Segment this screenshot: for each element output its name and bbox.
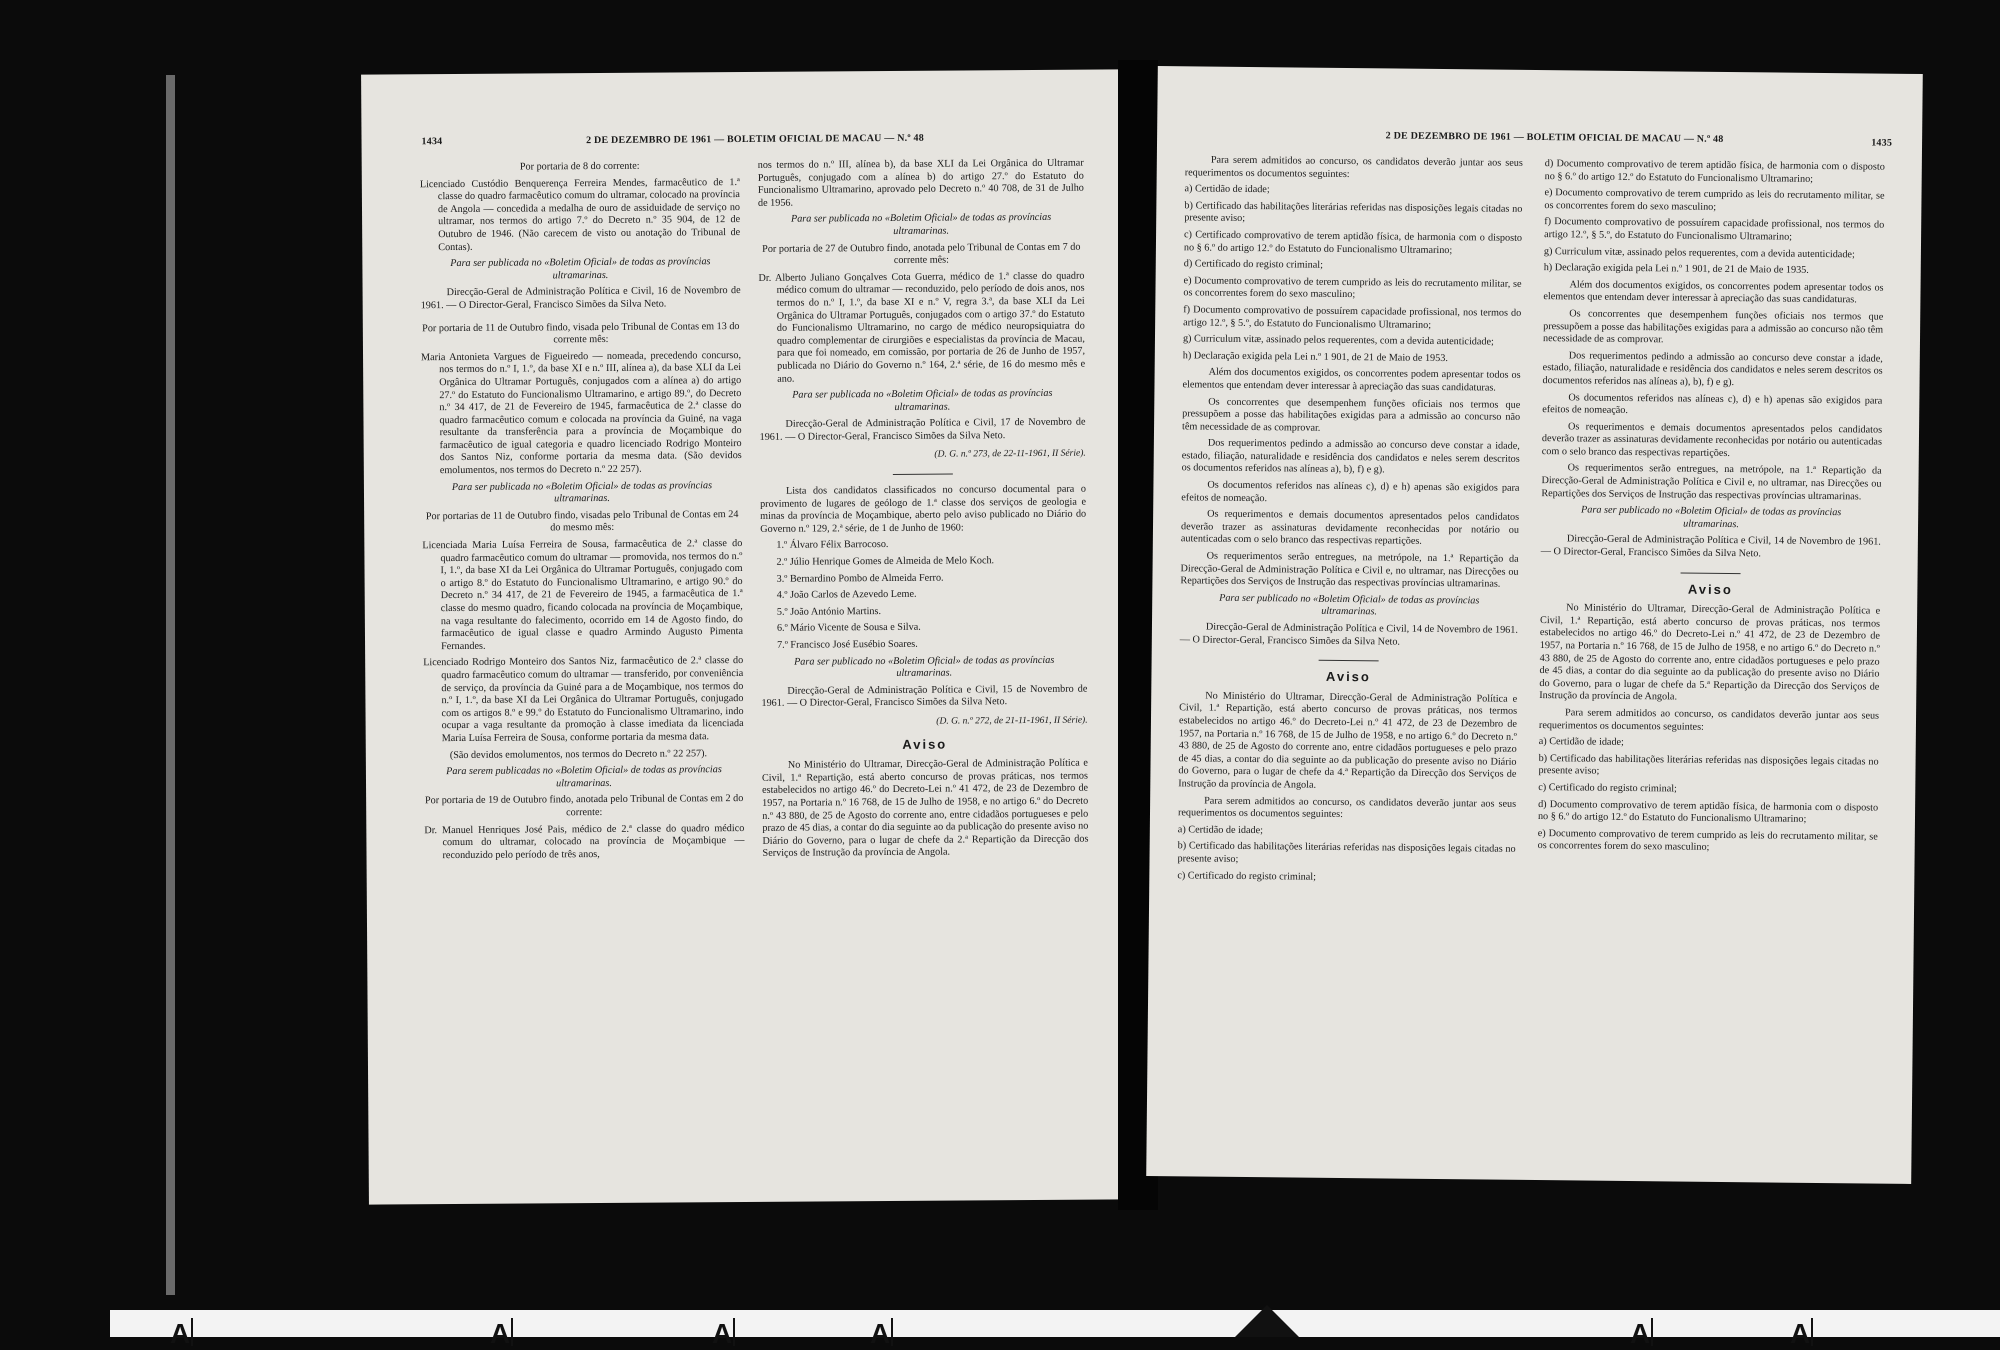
- document-requirement-item: c) Certificado comprovativo de terem aptidão física, de harmonia com o disposto no § 6.º do artigo 12.º do Estatuto do Funcionalismo Ultramarino;: [1183, 229, 1523, 256]
- appointment-entry: Licenciada Maria Luísa Ferreira de Sousa, farmacêutica de 2.ª classe do quadro farmacêutico comum do ultramar — promovida, nos termos do n.º I, 1.º, da base XI da Lei Orgânica do Ultramar Português, conjugado com o artigo 8.º do Estatuto do Funcionalismo Ultramarino, e artigo 90.º do Decreto n.º 34 417, de 21 de Fevereiro de 1945, a farmacêutica de 1.ª classe do mesmo quadro, ficando colocada na província de Moçambique, na vaga resultante do falecimento, ocorrido em 14 de Agosto findo, do farmacêutico de igual classe e quadro Armindo Augusto Pimenta Fernandes.: [422, 538, 744, 652]
- left-page-number: 1434: [421, 136, 443, 148]
- document-requirement-item: e) Documento comprovativo de terem cumprido as leis do recrutamento militar, se os concorrentes forem do sexo masculino;: [1183, 275, 1522, 301]
- paragraph: Para serem admitidos ao concurso, os candidatos deverão juntar aos seus requerimentos os documentos seguintes:: [1184, 154, 1523, 180]
- aviso-heading: Aviso: [1687, 581, 1733, 597]
- paragraph: Os requerimentos serão entregues, na metrópole, na 1.ª Repartição da Direcção-Geral de Administração Política e Civil e, no ultramar, nas Direcções ou Repartições dos Serviços de Instrução das respectivas províncias ultramarinas.: [1180, 550, 1519, 590]
- film-mark-4: A: [870, 1318, 894, 1350]
- paragraph: Além dos documentos exigidos, os concorrentes podem apresentar todos os elementos que entendam dever interessar à apreciação das suas candidaturas.: [1182, 366, 1521, 394]
- document-requirement-item: d) Documento comprovativo de terem aptidão física, de harmonia com o disposto no § 6.º do artigo 12.º do Estatuto do Funcionalismo Ultramarino;: [1537, 798, 1879, 825]
- film-triangle-marker: [1235, 1305, 1299, 1337]
- paragraph: No Ministério do Ultramar, Direcção-Geral de Administração Política e Civil, 1.ª Repartição, está aberto concurso de provas práticas, nos termos estabelecidos no artigo 46.º do Decreto-Lei n.º 41 472, de 23 de Dezembro de 1957, na Portaria n.º 16 768, de 15 de Julho de 1958, e no artigo 6.º do Decreto n.º 43 880, de 25 de Agosto do corrente ano, entre cidadãos portugueses e pelo prazo de 45 dias, a contar do dia seguinte ao da publicação do presente aviso no Diário do Governo, para o lugar de chefe da 2.ª Repartição da Direcção dos Serviços de Instrução da província de Angola.: [761, 757, 1089, 860]
- paragraph: Além dos documentos exigidos, os concorrentes podem apresentar todos os elementos que entendam dever interessar à apreciação das suas candidaturas.: [1543, 279, 1884, 306]
- film-strip: [110, 1310, 2000, 1337]
- document-requirement-item: b) Certificado das habilitações literárias referidas nas disposições legais citadas no presente aviso;: [1538, 752, 1879, 778]
- candidate-list-item: 4.º João Carlos de Azevedo Leme.: [776, 589, 917, 601]
- document-requirement-item: a) Certidão de idade;: [1184, 183, 1270, 196]
- document-requirement-item: d) Certificado do registo criminal;: [1183, 258, 1324, 271]
- portaria-heading: Por portaria de 27 de Outubro findo, anotada pelo Tribunal de Contas em 7 do corrente mês:: [762, 241, 1081, 267]
- appointment-entry: Dr. Manuel Henriques José Pais, médico de 2.ª classe do quadro médico comum do ultramar, colocado na província de Moçambique — reconduzido pelo período de três anos,: [424, 822, 745, 861]
- appointment-entry: Dr. Alberto Juliano Gonçalves Cota Guerra, médico de 1.ª classe do quadro médico comum do ultramar — reconduzido, pelo período de dois anos, nos termos do n.º I, 1.º, da base XI e n.º V, regra 3.ª, da base XLI da Lei Orgânica do Ultramar Português, conjugados com o artigo 37.º do Estatuto do Funcionalismo Ultramarino, no cargo de médico neuropsiquiatra do quadro complementar de cirurgiões e especialistas da província de Macau, para que foi nomeado, em comissão, por portaria de 26 de Junho de 1957, publicada no Diário do Governo n.º 164, 2.ª série, de 16 do mesmo mês e ano.: [758, 270, 1086, 385]
- document-requirement-item: a) Certidão de idade;: [1177, 823, 1264, 836]
- film-mark-3: A: [712, 1318, 736, 1350]
- paragraph: No Ministério do Ultramar, Direcção-Geral de Administração Política e Civil, 1.ª Repartição, está aberto concurso de provas práticas, nos termos estabelecidos no artigo 46.º do Decreto-Lei n.º 41 472, de 23 de Dezembro de 1957, na Portaria n.º 16 768, de 15 de Julho de 1958, e no artigo 6.º do Decreto n.º 43 880, de 25 de Agosto do corrente ano, entre cidadãos portugueses e pelo prazo de 45 dias, a contar do dia seguinte ao da publicação do presente aviso no Diário do Governo, para o lugar de chefe da 5.ª Repartição da Direcção dos Serviços de Instrução da província de Angola.: [1539, 602, 1881, 703]
- aviso-heading: Aviso: [902, 736, 948, 752]
- paragraph: Os requerimentos serão entregues, na metrópole, na 1.ª Repartição da Direcção-Geral de Administração Política e Civil e, no ultramar, nas Direcções ou Repartições dos Serviços de Instrução das respectivas províncias ultramarinas.: [1541, 462, 1882, 503]
- paragraph: nos termos do n.º III, alínea b), da base XLI da Lei Orgânica do Ultramar Português, conjugado com a alínea b) do artigo 27.º do Estatuto do Funcionalismo Ultramarino, aprovado pelo Decreto n.º 40 708, de 31 de Julho de 1956.: [757, 157, 1084, 209]
- right-header-title: 2 DE DEZEMBRO DE 1961 — BOLETIM OFICIAL DE MACAU — N.º 48: [1385, 130, 1724, 145]
- section-rule: [1319, 660, 1379, 662]
- document-requirement-item: e) Documento comprovativo de terem cumprido as leis do recrutamento militar, se os concorrentes forem do sexo masculino;: [1537, 827, 1878, 854]
- document-requirement-item: c) Certificado do registo criminal;: [1538, 781, 1677, 795]
- document-requirement-item: h) Declaração exigida pela Lei n.º 1 901, de 21 de Maio de 1953.: [1182, 350, 1448, 364]
- section-rule: [1681, 572, 1741, 574]
- paragraph: Direcção-Geral de Administração Política e Civil, 15 de Novembro de 1961. — O Director-Geral, Francisco Simões da Silva Neto.: [761, 683, 1088, 710]
- document-requirement-item: h) Declaração exigida pela Lei n.º 1 901, de 21 de Maio de 1935.: [1543, 262, 1809, 277]
- dg-reference: (D. G. n.º 272, de 21-11-1961, II Série).: [936, 715, 1088, 727]
- paragraph: Direcção-Geral de Administração Política e Civil, 16 de Novembro de 1961. — O Director-Geral, Francisco Simões da Silva Neto.: [420, 285, 741, 312]
- candidate-list-item: 2.º Júlio Henrique Gomes de Almeida de Melo Koch.: [776, 555, 995, 568]
- document-requirement-item: c) Certificado do registo criminal;: [1177, 869, 1317, 883]
- appointment-entry: Licenciado Rodrigo Monteiro dos Santos Niz, farmacêutico de 2.ª classe do quadro farmacêutico comum do ultramar — transferido, por conveniência de serviço, da província da Guiné para a de Moçambique, nos termos do n.º I, 1.º, da base XI da Lei Orgânica do Ultramar Português, conjugado com os artigos 8.º e 99.º do Estatuto do Funcionalismo Ultramarino, indo ocupar a vaga resultante da promoção à classe imediata da licenciada Maria Luísa Ferreira de Sousa, conforme portaria da mesma data.: [423, 655, 744, 745]
- paragraph: Dos requerimentos pedindo a admissão ao concurso deve constar a idade, estado, filiação, naturalidade e residência dos candidatos e neles serem descritos os documentos referidos nas alíneas a), b), f) e g).: [1542, 350, 1883, 388]
- right-column-2: [1538, 158, 1885, 860]
- paragraph: Os concorrentes que desempenhem funções oficiais nos termos que pressupõem a posse das habilitações exigidas para a admissão ao concurso não têm necessidade de as comprovar.: [1542, 308, 1884, 346]
- film-mark-6: A: [1790, 1318, 1814, 1350]
- portaria-heading: Por portarias de 11 de Outubro findo, visadas pelo Tribunal de Contas em 24 do mesmo mês:: [425, 508, 739, 534]
- aviso-heading: Aviso: [1325, 669, 1371, 685]
- publication-note: Para ser publicado no «Boletim Oficial» de todas as províncias ultramarinas.: [794, 654, 1055, 680]
- candidate-list-item: 3.º Bernardino Pombo de Almeida Ferro.: [776, 572, 944, 585]
- portaria-heading: Por portaria de 19 de Outubro findo, anotada pelo Tribunal de Contas em 2 do corrente:: [424, 793, 744, 819]
- candidate-list-item: 1.º Álvaro Félix Barrocoso.: [776, 539, 889, 552]
- paragraph: Direcção-Geral de Administração Política e Civil, 14 de Novembro de 1961. — O Director-Geral, Francisco Simões da Silva Neto.: [1179, 621, 1519, 648]
- left-running-head: [421, 132, 1088, 151]
- paragraph: Lista dos candidatos classificados no concurso documental para o provimento de lugares de geólogo de 1.ª classe dos serviços de geologia e minas da província de Moçambique, aberto pelo aviso publicado no Diário do Governo n.º 129, 2.ª série, de 1 de Junho de 1960:: [760, 483, 1087, 535]
- paragraph: Os requerimentos e demais documentos apresentados pelos candidatos deverão trazer as assinaturas devidamente reconhecidas por notário ou autenticadas com o selo branco das respectivas repartições.: [1541, 421, 1883, 459]
- portaria-heading: Por portaria de 8 do corrente:: [519, 160, 640, 173]
- publication-note: Para ser publicado no «Boletim Oficial» de todas as províncias ultramarinas.: [1581, 504, 1842, 530]
- publication-note: Para ser publicada no «Boletim Oficial» de todas as províncias ultramarinas.: [792, 387, 1053, 413]
- right-column-1: [1177, 154, 1523, 890]
- right-page-number: 1435: [1871, 137, 1893, 149]
- film-mark-1: A: [170, 1318, 194, 1350]
- publication-note: Para ser publicado no «Boletim Oficial» de todas as províncias ultramarinas.: [1219, 592, 1480, 618]
- candidate-list-item: 5.º João António Martins.: [776, 605, 882, 618]
- publication-note: Para ser publicada no «Boletim Oficial» de todas as províncias ultramarinas.: [451, 479, 713, 505]
- paragraph: (São devidos emolumentos, nos termos do Decreto n.º 22 257).: [449, 747, 708, 761]
- paragraph: Os requerimentos e demais documentos apresentados pelos candidatos deverão trazer as assinaturas devidamente reconhecidas por notário ou autenticadas com o selo branco das respectivas repartições.: [1180, 508, 1520, 548]
- dg-reference: (D. G. n.º 273, de 22-11-1961, II Série).: [934, 449, 1086, 461]
- document-requirement-item: a) Certidão de idade;: [1538, 736, 1624, 749]
- document-requirement-item: b) Certificado das habilitações literárias referidas nas disposições legais citadas no presente aviso;: [1184, 200, 1523, 225]
- paragraph: Direcção-Geral de Administração Política e Civil, 14 de Novembro de 1961. — O Director-Geral, Francisco Simões da Silva Neto.: [1540, 533, 1881, 560]
- document-requirement-item: g) Curriculum vitæ, assinado pelos requerentes, com a devida autenticidade;: [1543, 245, 1855, 260]
- film-mark-5: A: [1630, 1318, 1654, 1350]
- left-column-2: [758, 158, 1089, 865]
- left-page: [361, 69, 1126, 1204]
- paragraph: Dos requerimentos pedindo a admissão ao concurso deve constar a idade, estado, filiação, naturalidade e residência dos candidatos e neles serem descritos os documentos referidos nas alíneas a), b), f) e g).: [1181, 437, 1520, 476]
- document-requirement-item: g) Curriculum vitæ, assinado pelos requerentes, com a devida autenticidade;: [1182, 333, 1494, 348]
- paragraph: Direcção-Geral de Administração Política e Civil, 17 de Novembro de 1961. — O Director-Geral, Francisco Simões da Silva Neto.: [759, 416, 1086, 443]
- portaria-heading: Por portaria de 11 de Outubro findo, visada pelo Tribunal de Contas em 13 do corrente mês:: [422, 320, 740, 346]
- publication-note: Para serem publicadas no «Boletim Oficial» de todas as províncias ultramarinas.: [446, 764, 722, 790]
- candidate-list-item: 6.º Mário Vicente de Sousa e Silva.: [776, 622, 921, 635]
- document-requirement-item: f) Documento comprovativo de possuírem capacidade profissional, nos termos do artigo 12.º, § 5.º, do Estatuto do Funcionalismo Ultramarino;: [1183, 304, 1522, 331]
- document-requirement-item: d) Documento comprovativo de terem aptidão física, de harmonia com o disposto no § 6.º do artigo 12.º do Estatuto do Funcionalismo Ultramarino;: [1544, 158, 1885, 185]
- section-rule: [893, 474, 953, 475]
- paragraph: Para serem admitidos ao concurso, os candidatos deverão juntar aos seus requerimentos os documentos seguintes:: [1538, 707, 1880, 733]
- right-running-head: [1217, 129, 1892, 150]
- publication-note: Para ser publicada no «Boletim Oficial» de todas as províncias ultramarinas.: [790, 212, 1052, 237]
- document-requirement-item: e) Documento comprovativo de terem cumprido as leis do recrutamento militar, se os concorrentes forem do sexo masculino;: [1544, 187, 1885, 213]
- right-page: [1146, 66, 1923, 1184]
- candidate-list-item: 7.º Francisco José Eusébio Soares.: [777, 638, 918, 651]
- left-column-1: [420, 160, 745, 866]
- document-requirement-item: f) Documento comprovativo de possuírem capacidade profissional, nos termos do artigo 12.º, § 5.º, do Estatuto do Funcionalismo Ultramarino;: [1544, 216, 1885, 243]
- paragraph: Para serem admitidos ao concurso, os candidatos deverão juntar aos seus requerimentos os documentos seguintes:: [1177, 795, 1517, 821]
- left-header-title: 2 DE DEZEMBRO DE 1961 — BOLETIM OFICIAL DE MACAU — N.º 48: [586, 132, 924, 147]
- scan-edge: [166, 75, 175, 1295]
- paragraph: Os concorrentes que desempenhem funções oficiais nos termos que pressupõem a posse das habilitações exigidas para a admissão ao concurso não têm necessidade de as comprovar.: [1182, 396, 1521, 434]
- publication-note: Para ser publicada no «Boletim Oficial» de todas as províncias ultramarinas.: [450, 256, 711, 282]
- paragraph: No Ministério do Ultramar, Direcção-Geral de Administração Política e Civil, 1.ª Repartição, está aberto concurso de provas práticas, nos termos estabelecidos no artigo 46.º do Decreto-Lei n.º 41 472, de 23 de Dezembro de 1957, na Portaria n.º 16 768, de 15 de Julho de 1958, e no artigo 6.º do Decreto n.º 43 880, de 25 de Agosto do corrente ano, entre cidadãos portugueses e pelo prazo de 45 dias, a contar do dia seguinte ao da publicação do presente aviso no Diário do Governo, para o lugar de chefe da 4.ª Repartição da Direcção dos Serviços de Instrução da província de Angola.: [1178, 690, 1518, 791]
- appointment-entry: Maria Antonieta Vargues de Figueiredo — nomeada, precedendo concurso, nos termos do n.º I, 1.º, da base XI e n.º III, alínea a), da base XLI da Lei Orgânica do Ultramar Português, conjugados com a alínea a) do artigo 27.º do Estatuto do Funcionalismo Ultramarino, e artigo 89.º, do Decreto n.º 34 417, de 21 de Fevereiro de 1945, farmacêutica de 2.ª classe do quadro farmacêutico comum e colocada na província da Guiné, na vaga resultante da transferência para a província de Moçambique do farmacêutico de igual categoria e quadro licenciado Rodrigo Monteiro dos Santos Niz, conforme portaria da mesma data. (São devidos emolumentos, nos termos do Decreto n.º 22 257).: [421, 349, 742, 477]
- document-requirement-item: b) Certificado das habilitações literárias referidas nas disposições legais citadas no presente aviso;: [1177, 840, 1516, 865]
- appointment-entry: Licenciado Custódio Benquerença Ferreira Mendes, farmacêutico de 1.ª classe do quadro farmacêutico comum do ultramar, colocado na província de Angola — concedida a medalha de ouro de assiduidade de serviço no ultramar, nos termos do artigo 7.º do Decreto n.º 35 904, de 12 de Outubro de 1946. (Não carecem de visto ou anotação do Tribunal de Contas).: [419, 176, 741, 253]
- paragraph: Os documentos referidos nas alíneas c), d) e h) apenas são exigidos para efeitos de nomeação.: [1181, 479, 1520, 504]
- paragraph: Os documentos referidos nas alíneas c), d) e h) apenas são exigidos para efeitos de nomeação.: [1542, 391, 1883, 417]
- film-mark-2: A: [490, 1318, 514, 1350]
